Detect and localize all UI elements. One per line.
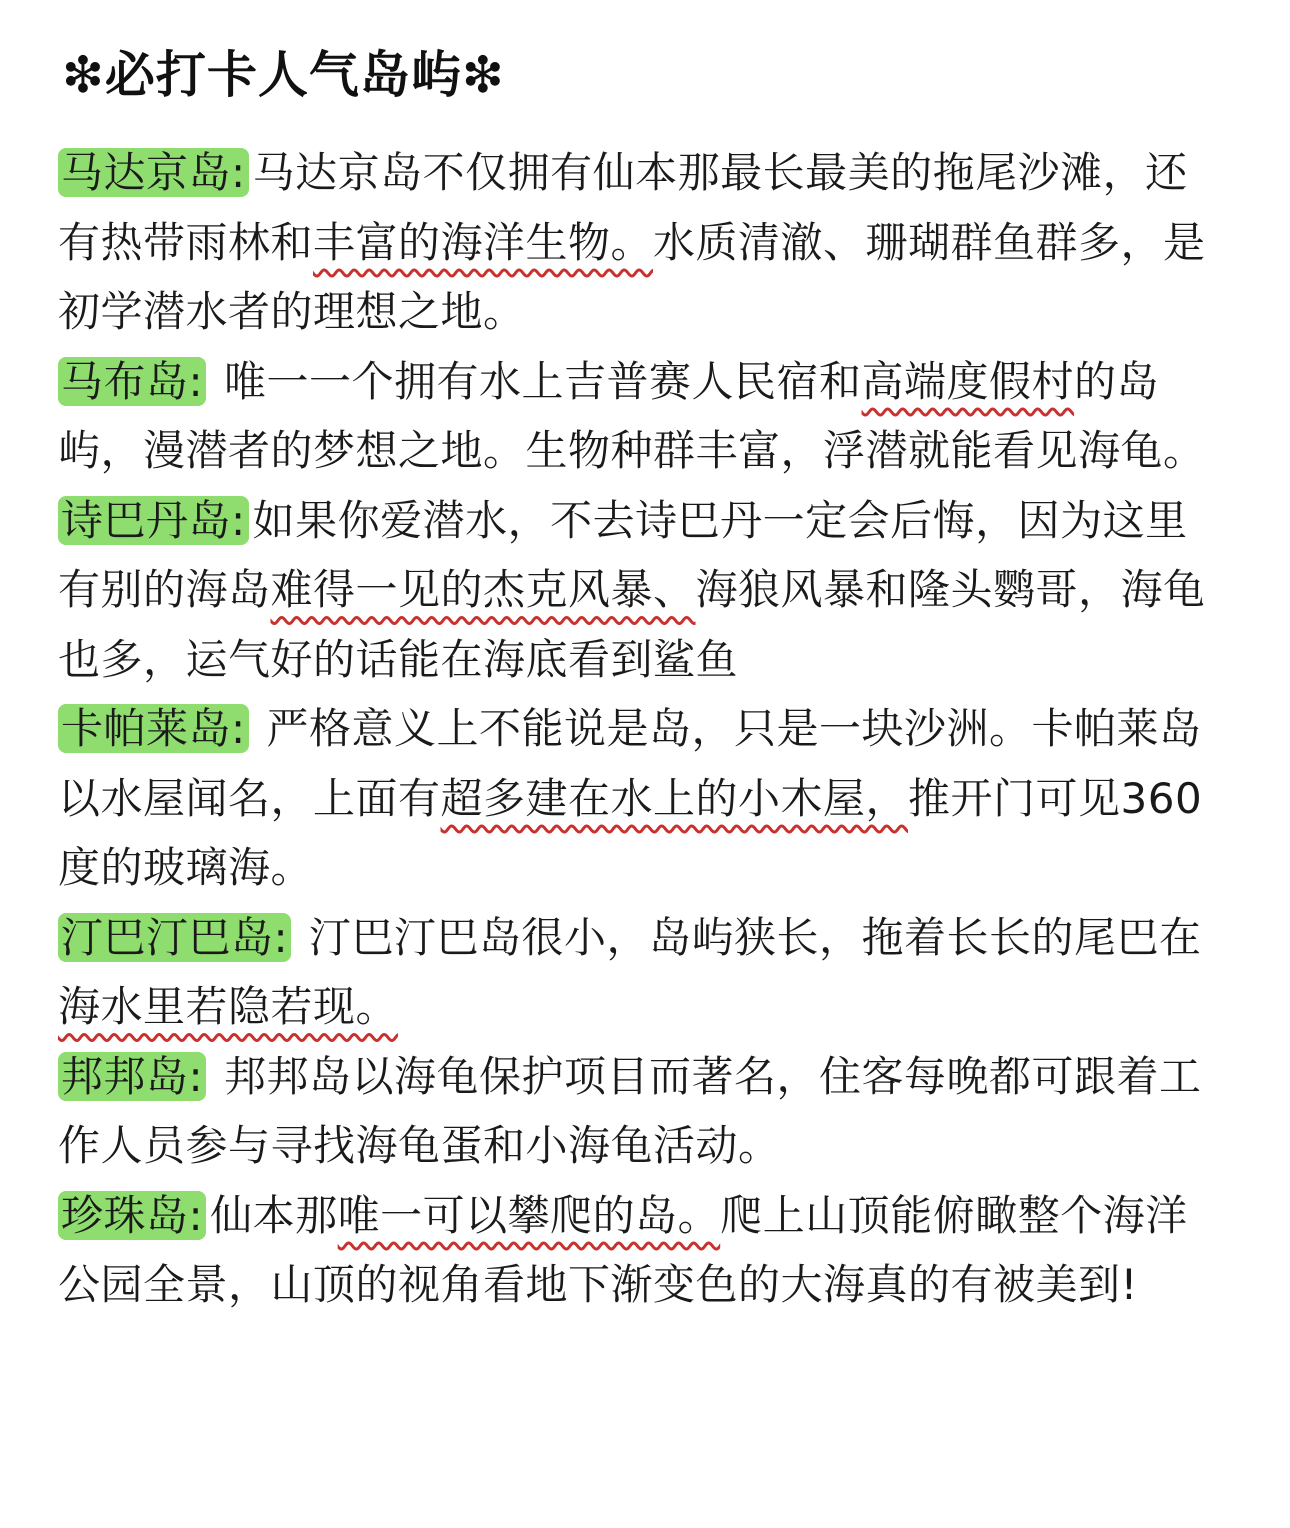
entry-label: 诗巴丹岛:: [58, 496, 249, 545]
entry-label: 汀巴汀巴岛:: [58, 913, 291, 962]
entry-label: 马达京岛:: [58, 148, 249, 197]
entry-highlight: 超多建在水上的小木屋，: [440, 773, 909, 823]
entry-label: 邦邦岛:: [58, 1052, 206, 1101]
entry-sipadan: [58, 486, 1230, 695]
entry-label: 卡帕莱岛:: [58, 704, 249, 753]
entry-label: 珍珠岛:: [58, 1191, 206, 1240]
entry-text: 如果你爱潜水，不去诗巴丹一定会后悔，因为这里有别的海岛: [58, 495, 1188, 614]
entry-text: 汀巴汀巴岛很小，岛屿狭长，拖着长长的尾巴在: [295, 912, 1202, 962]
entry-highlight: 高端度假村: [861, 356, 1075, 406]
entry-text: 马达京岛不仅拥有仙本那最长最美的拖尾沙滩，还有热带雨林和: [58, 148, 1188, 267]
entry-highlight: 丰富的海洋生物。: [313, 217, 654, 267]
entry-text-tail: 爬上山顶能俯瞰整个海洋公园全景，山顶的视角看地下渐变色的大海真的有被美到!: [58, 1190, 1188, 1309]
island-list: [58, 138, 1230, 1320]
entry-text-tail: 推开门可见360度的玻璃海。: [58, 773, 1203, 892]
entry-text: 严格意义上不能说是岛，只是一块沙洲。卡帕莱岛以水屋闻名，上面有: [58, 704, 1202, 823]
entry-mataking: [58, 138, 1230, 347]
entry-pearl: [58, 1181, 1230, 1320]
entry-highlight: 唯一可以攀爬的岛。: [337, 1190, 721, 1240]
entry-text: 仙本那: [210, 1190, 338, 1240]
entry-text-tail: 海狼风暴和隆头鹦哥，海龟也多，运气好的话能在海底看到鲨鱼: [58, 565, 1206, 684]
entry-text-tail: 水质清澈、珊瑚群鱼群多，是初学潜水者的理想之地。: [58, 217, 1206, 336]
entry-text: 唯一一个拥有水上吉普赛人民宿和: [210, 356, 862, 406]
entry-highlight: 难得一见的杰克风暴、: [270, 565, 696, 614]
entry-pom-pom: [58, 1042, 1230, 1181]
entry-highlight: 海水里若隐若现。: [58, 982, 399, 1031]
page-title: ❇必打卡人气岛屿❇: [62, 46, 505, 104]
entry-timba-timba: [58, 903, 1230, 1042]
entry-label: 马布岛:: [58, 357, 206, 406]
entry-text: 邦邦岛以海龟保护项目而著名，住客每晚都可跟着工作人员参与寻找海龟蛋和小海龟活动。: [58, 1051, 1202, 1170]
entry-text-tail: 的岛屿，漫潜者的梦想之地。生物种群丰富，浮潜就能看见海龟。: [58, 356, 1206, 475]
entry-mabul: [58, 347, 1230, 486]
entry-kapalai: [58, 694, 1230, 903]
